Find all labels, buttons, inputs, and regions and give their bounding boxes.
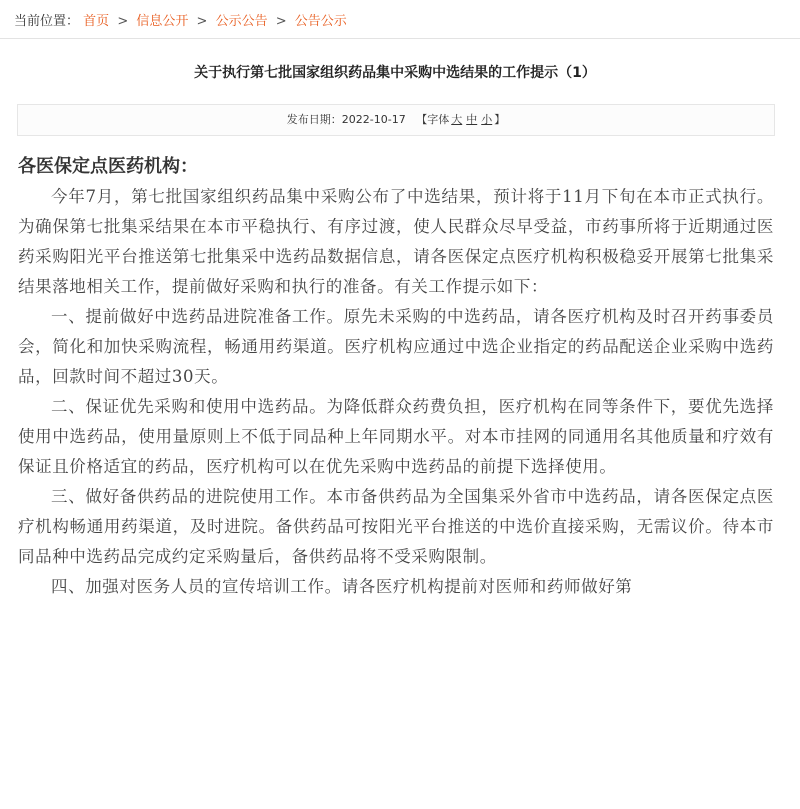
article-paragraph: 四、加强对医务人员的宣传培训工作。请各医疗机构提前对医师和药师做好第 bbox=[51, 577, 633, 596]
breadcrumb-separator: > bbox=[196, 14, 208, 29]
article-paragraph: 一、提前做好中选药品进院准备工作。原先未采购的中选药品，请各医疗机构及时召开药事委员会，简化和加快采购流程，畅通用药渠道。医疗机构应通过中选企业指定的药品配送企业采购中选药品，回款时间不超过30天。 bbox=[18, 307, 774, 386]
article-meta-bar bbox=[17, 104, 775, 136]
breadcrumb-info-public-link[interactable]: 信息公开 bbox=[136, 14, 189, 29]
font-size-label: 【字体 bbox=[416, 113, 450, 126]
breadcrumb-separator: > bbox=[275, 14, 287, 29]
header-divider bbox=[0, 38, 800, 39]
font-size-large-button[interactable]: 大 bbox=[451, 113, 463, 126]
article-paragraph: 三、做好备供药品的进院使用工作。本市备供药品为全国集采外省市中选药品，请各医保定点医疗机构畅通用药渠道，及时进院。备供药品可按阳光平台推送的中选价直接采购，无需议价。待本市同品种中选药品完成约定采购量后，备供药品将不受采购限制。 bbox=[18, 487, 774, 566]
article-body bbox=[18, 182, 774, 602]
breadcrumb-prefix: 当前位置： bbox=[14, 14, 80, 29]
font-size-small-button[interactable]: 小 bbox=[481, 113, 493, 126]
font-size-label-close: 】 bbox=[494, 113, 506, 126]
breadcrumb-home-link[interactable]: 首页 bbox=[83, 14, 110, 29]
article-title: 关于执行第七批国家组织药品集中采购中选结果的工作提示（1） bbox=[194, 65, 596, 81]
font-size-medium-button[interactable]: 中 bbox=[466, 113, 478, 126]
article-greeting: 各医保定点医药机构： bbox=[18, 156, 198, 177]
publish-date: 2022-10-17 bbox=[341, 113, 406, 126]
article-paragraph: 今年7月，第七批国家组织药品集中采购公布了中选结果，预计将于11月下旬在本市正式执行。为确保第七批集采结果在本市平稳执行、有序过渡，使人民群众尽早受益，市药事所将于近期通过医药采购阳光平台推送第七批集采中选药品数据信息，请各医保定点医疗机构积极稳妥开展第七批集采结果落地相关工作，提前做好采购和执行的准备。有关工作提示如下： bbox=[18, 187, 774, 296]
publish-date-label: 发布日期： bbox=[286, 113, 342, 126]
breadcrumb-separator: > bbox=[117, 14, 129, 29]
breadcrumb-notices-link[interactable]: 公示公告 bbox=[215, 14, 268, 29]
breadcrumb bbox=[14, 10, 347, 29]
article-paragraph: 二、保证优先采购和使用中选药品。为降低群众药费负担，医疗机构在同等条件下，要优先选择使用中选药品，使用量原则上不低于同品种上年同期水平。对本市挂网的同通用名其他质量和疗效有保证且价格适宜的药品，医疗机构可以在优先采购中选药品的前提下选择使用。 bbox=[18, 397, 774, 476]
breadcrumb-announcements-link[interactable]: 公告公示 bbox=[294, 14, 347, 29]
